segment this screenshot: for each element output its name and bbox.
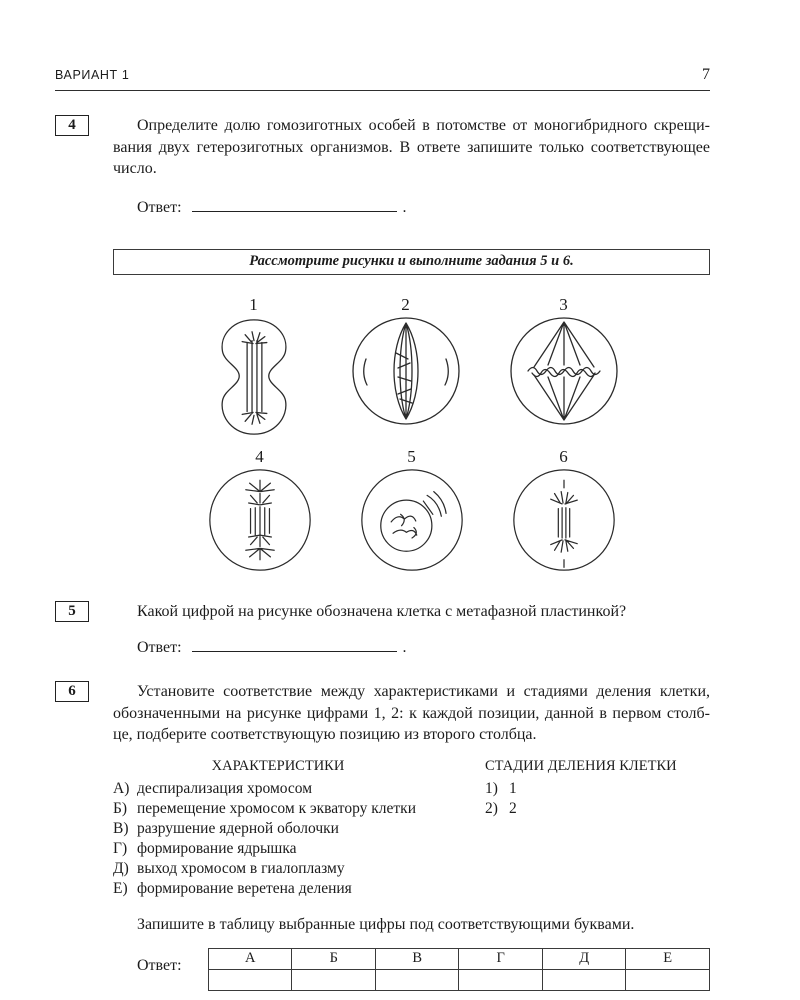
answer-cell-b[interactable] [292,969,375,990]
cell-telophase-image [511,467,617,573]
question-4-line-3: число. [113,160,157,177]
figure-6 [511,447,617,573]
cell-prophase-image [359,467,465,573]
table-header-g: Г [459,948,542,969]
characteristics-column [113,756,443,899]
characteristic-item: Е) формирование веретена деления [113,879,352,897]
question-5 [55,601,710,658]
answer-blank-5[interactable] [192,638,397,652]
figure-3 [508,295,620,427]
figure-1 [204,295,304,441]
cell-figures [113,295,710,573]
question-4-answer-row [113,198,710,217]
question-6-text [113,681,710,746]
header-rule [55,90,710,91]
answer-table-block [113,948,710,991]
answer-label: Ответ: [137,956,182,974]
stages-column [485,756,677,819]
question-6-number-box: 6 [55,681,89,702]
table-header-a: А [209,948,292,969]
question-5-answer-row [113,638,710,657]
answer-table [208,948,710,991]
answer-cell-a[interactable] [209,969,292,990]
cell-metaphase-image [508,315,620,427]
stages-header: СТАДИИ ДЕЛЕНИЯ КЛЕТКИ [485,757,677,774]
cell-telophase-furrow-image [204,315,304,441]
page-number: 7 [702,66,710,83]
matching-block [113,756,710,906]
table-header-d: Д [542,948,625,969]
figure-2-label: 2 [401,294,410,314]
answer-period: . [402,639,407,656]
answer-cell-e[interactable] [626,969,710,990]
table-header-v: В [375,948,458,969]
answer-cell-g[interactable] [459,969,542,990]
question-4-number-box: 4 [55,115,89,136]
question-6-line-3: це, подберите соответствующую позицию из второго столбца. [113,726,537,743]
question-4-line-1: Определите долю гомозиготных особей в потомстве от моногибридного скрещи- [137,117,710,134]
question-6 [55,681,710,991]
answer-cell-v[interactable] [375,969,458,990]
figure-4-label: 4 [255,446,264,466]
question-5-text: Какой цифрой на рисунке обозначена клетка с метафазной пластинкой? [137,602,627,620]
characteristic-item: Д) выход хромосом в гиалоплазму [113,859,345,877]
question-6-line-1: Установите соответствие между характеристиками и стадиями деления клетки, [137,683,710,700]
characteristics-header: ХАРАКТЕРИСТИКИ [211,757,345,774]
figure-2 [350,295,462,427]
answer-blank-4[interactable] [192,198,397,212]
table-header-e: Е [626,948,710,969]
characteristic-item: Г) формирование ядрышка [113,839,297,857]
table-header-b: Б [292,948,375,969]
answer-cell-d[interactable] [542,969,625,990]
question-6-line-2: обозначенными на рисунке цифрами 1, 2: к каждой позиции, данной в первом столб- [113,704,710,722]
figure-6-label: 6 [559,446,568,466]
figure-3-label: 3 [559,294,568,314]
answer-label: Ответ: [137,639,182,656]
figure-1-label: 1 [249,294,258,314]
instruction-box: Рассмотрите рисунки и выполните задания 5 и 6. [113,249,710,275]
question-4 [55,115,710,217]
characteristic-item: А) деспирализация хромосом [113,779,313,797]
question-5-number-box: 5 [55,601,89,622]
figure-4 [207,447,313,573]
figures-row-1 [204,295,620,441]
stage-item: 1) 1 [485,779,517,797]
cell-anaphase-image [207,467,313,573]
figure-5 [359,447,465,573]
stage-item: 2) 2 [485,799,517,817]
question-4-line-2: вания двух гетерозиготных организмов. В ответе запишите только соответствующее [113,138,710,156]
table-instruction: Запишите в таблицу выбранные цифры под соответствующими буквами. [137,915,635,933]
answer-table-header-row [209,948,710,969]
characteristic-item: В) разрушение ядерной оболочки [113,819,339,837]
page-header [55,66,710,84]
answer-period: . [402,198,407,216]
answer-label: Ответ: [137,198,182,216]
figure-5-label: 5 [407,446,416,466]
answer-table-input-row [209,969,710,990]
cell-spindle-image [350,315,462,427]
characteristic-item: Б) перемещение хромосом к экватору клетки [113,799,416,817]
variant-label: ВАРИАНТ 1 [55,68,130,82]
question-4-text [113,115,710,180]
figures-row-2 [207,447,617,573]
